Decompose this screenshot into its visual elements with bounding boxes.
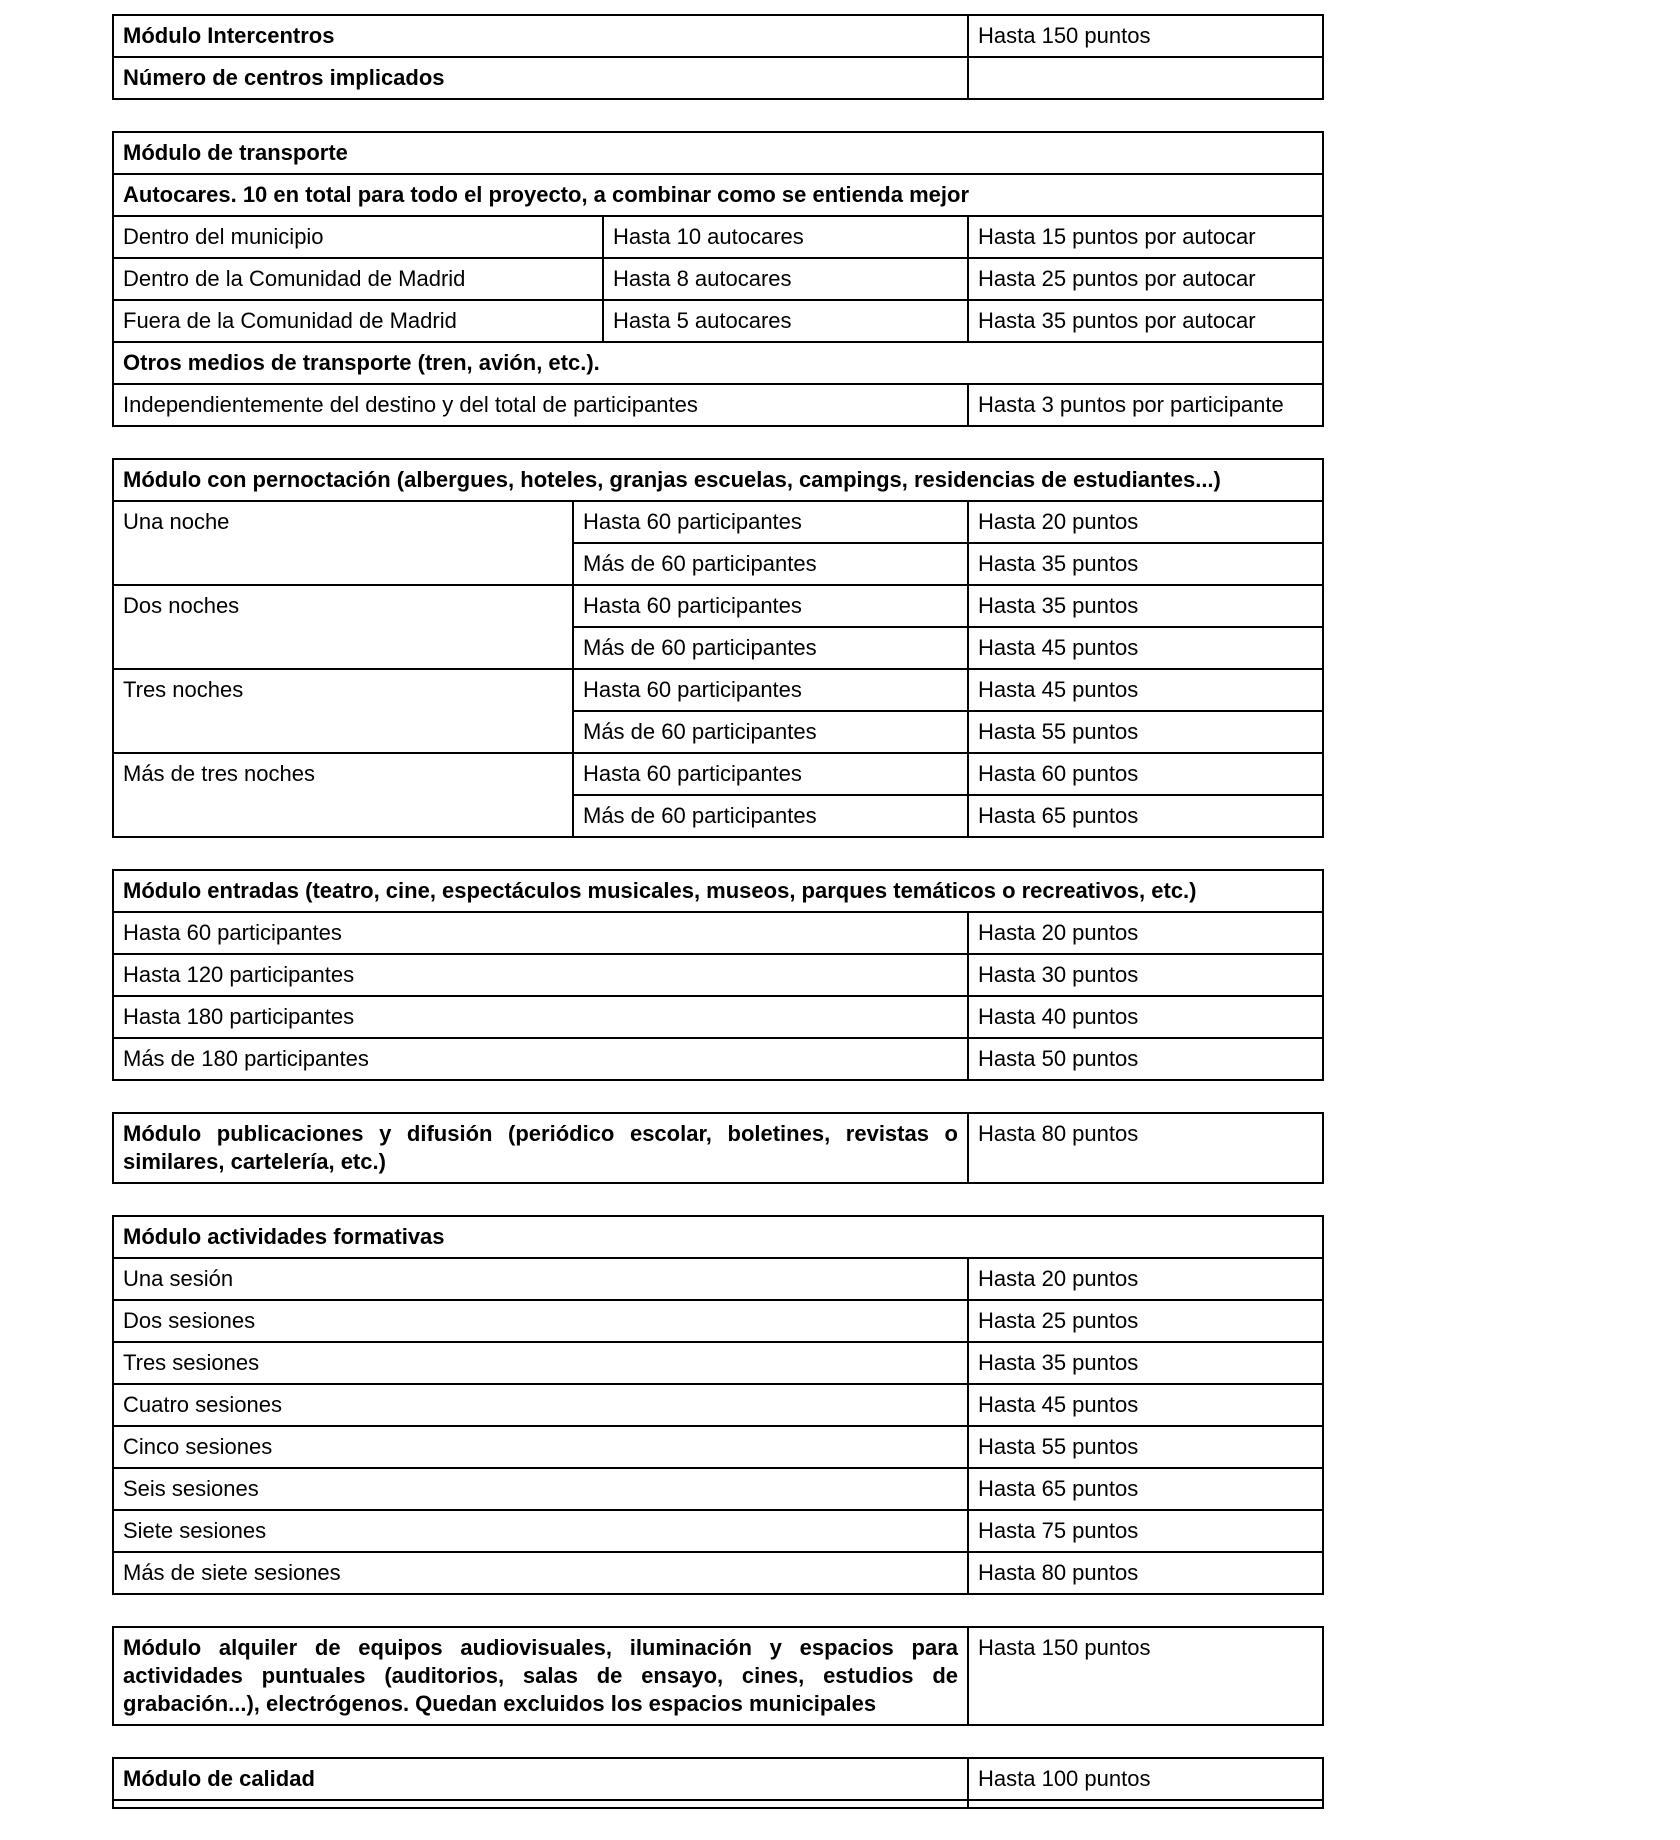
table-cell: Más de tres noches (113, 753, 573, 837)
table-row (113, 1342, 1323, 1384)
table-cell: Más de 60 participantes (573, 627, 968, 669)
table-modulo-intercentros (112, 14, 1324, 100)
table-cell: Dos sesiones (113, 1300, 968, 1342)
table-cell: Hasta 20 puntos (968, 501, 1323, 543)
table-row (113, 459, 1323, 501)
table-cell: Hasta 75 puntos (968, 1510, 1323, 1552)
table-cell: Hasta 8 autocares (603, 258, 968, 300)
table-cell: Hasta 45 puntos (968, 627, 1323, 669)
table-row (113, 501, 1323, 543)
table-cell: Hasta 35 puntos por autocar (968, 300, 1323, 342)
table-cell: Hasta 3 puntos por participante (968, 384, 1323, 426)
table-row (113, 174, 1323, 216)
table-modulo-pernoctacion (112, 458, 1324, 838)
table-cell: Hasta 25 puntos (968, 1300, 1323, 1342)
table-cell: Cinco sesiones (113, 1426, 968, 1468)
table-row (113, 1426, 1323, 1468)
table-row (113, 15, 1323, 57)
table-cell: Hasta 55 puntos (968, 1426, 1323, 1468)
table-cell: Una sesión (113, 1258, 968, 1300)
table-row (113, 996, 1323, 1038)
table-modulo-publicaciones (112, 1112, 1324, 1184)
table-cell: Tres sesiones (113, 1342, 968, 1384)
table-cell: Hasta 50 puntos (968, 1038, 1323, 1080)
table-cell: Hasta 80 puntos (968, 1552, 1323, 1594)
table-row (113, 384, 1323, 426)
table-cell: Cuatro sesiones (113, 1384, 968, 1426)
table-cell: Autocares. 10 en total para todo el proyecto, a combinar como se entienda mejor (113, 174, 1323, 216)
table-cell: Hasta 60 participantes (573, 585, 968, 627)
table-cell: Dentro de la Comunidad de Madrid (113, 258, 603, 300)
table-row (113, 1113, 1323, 1183)
table-cell: Hasta 60 participantes (573, 669, 968, 711)
table-cell: Módulo de calidad (113, 1758, 968, 1800)
table-cell: Hasta 45 puntos (968, 669, 1323, 711)
table-cell: Fuera de la Comunidad de Madrid (113, 300, 603, 342)
table-cell: Hasta 40 puntos (968, 996, 1323, 1038)
table-row (113, 954, 1323, 996)
table-row (113, 585, 1323, 627)
table-row (113, 669, 1323, 711)
table-cell: Hasta 150 puntos (968, 15, 1323, 57)
table-cell: Hasta 80 puntos (968, 1113, 1323, 1183)
table-cell (968, 1800, 1323, 1808)
table-cell: Hasta 25 puntos por autocar (968, 258, 1323, 300)
table-row (113, 132, 1323, 174)
table-cell: Módulo con pernoctación (albergues, hoteles, granjas escuelas, campings, residencias de estudiantes...) (113, 459, 1323, 501)
table-cell: Hasta 65 puntos (968, 795, 1323, 837)
table-row (113, 1038, 1323, 1080)
table-cell: Hasta 10 autocares (603, 216, 968, 258)
table-row (113, 1258, 1323, 1300)
table-cell: Más de siete sesiones (113, 1552, 968, 1594)
table-row (113, 1800, 1323, 1808)
table-row (113, 216, 1323, 258)
table-cell: Número de centros implicados (113, 57, 968, 99)
table-cell: Hasta 180 participantes (113, 996, 968, 1038)
table-cell: Hasta 20 puntos (968, 912, 1323, 954)
table-cell: Hasta 15 puntos por autocar (968, 216, 1323, 258)
table-cell: Hasta 35 puntos (968, 543, 1323, 585)
table-cell: Hasta 60 participantes (573, 501, 968, 543)
table-cell: Hasta 60 participantes (113, 912, 968, 954)
table-row (113, 1627, 1323, 1725)
table-cell: Hasta 45 puntos (968, 1384, 1323, 1426)
table-modulo-calidad (112, 1757, 1324, 1809)
table-cell: Hasta 35 puntos (968, 585, 1323, 627)
table-cell: Dentro del municipio (113, 216, 603, 258)
table-cell: Módulo publicaciones y difusión (periódico escolar, boletines, revistas o similares, cartelería, etc.) (113, 1113, 968, 1183)
table-cell: Más de 60 participantes (573, 711, 968, 753)
table-row (113, 258, 1323, 300)
table-cell: Otros medios de transporte (tren, avión, etc.). (113, 342, 1323, 384)
table-row (113, 300, 1323, 342)
table-cell: Tres noches (113, 669, 573, 753)
table-row (113, 1552, 1323, 1594)
table-cell: Hasta 60 puntos (968, 753, 1323, 795)
table-cell: Módulo de transporte (113, 132, 1323, 174)
table-cell: Hasta 5 autocares (603, 300, 968, 342)
table-cell (113, 1800, 968, 1808)
table-row (113, 912, 1323, 954)
table-row (113, 1300, 1323, 1342)
table-cell (968, 57, 1323, 99)
table-row (113, 1468, 1323, 1510)
table-cell: Una noche (113, 501, 573, 585)
table-cell: Hasta 150 puntos (968, 1627, 1323, 1725)
table-cell: Más de 180 participantes (113, 1038, 968, 1080)
table-cell: Hasta 35 puntos (968, 1342, 1323, 1384)
table-cell: Hasta 120 participantes (113, 954, 968, 996)
table-cell: Siete sesiones (113, 1510, 968, 1552)
table-row (113, 1216, 1323, 1258)
table-cell: Independientemente del destino y del total de participantes (113, 384, 968, 426)
table-cell: Hasta 60 participantes (573, 753, 968, 795)
table-row (113, 342, 1323, 384)
table-row (113, 1758, 1323, 1800)
table-cell: Módulo alquiler de equipos audiovisuales, iluminación y espacios para actividades puntuales (auditorios, salas de ensayo, cines, estudios de grabación...), electrógenos. Quedan excluidos los espacios municipales (113, 1627, 968, 1725)
table-modulo-transporte (112, 131, 1324, 427)
document-page (112, 14, 1322, 1809)
table-cell: Módulo entradas (teatro, cine, espectáculos musicales, museos, parques temáticos o recreativos, etc.) (113, 870, 1323, 912)
table-cell: Módulo Intercentros (113, 15, 968, 57)
table-row (113, 1510, 1323, 1552)
table-cell: Hasta 20 puntos (968, 1258, 1323, 1300)
table-cell: Más de 60 participantes (573, 795, 968, 837)
table-row (113, 57, 1323, 99)
table-row (113, 1384, 1323, 1426)
table-cell: Más de 60 participantes (573, 543, 968, 585)
table-modulo-entradas (112, 869, 1324, 1081)
table-row (113, 753, 1323, 795)
table-cell: Módulo actividades formativas (113, 1216, 1323, 1258)
table-cell: Hasta 65 puntos (968, 1468, 1323, 1510)
table-modulo-alquiler (112, 1626, 1324, 1726)
table-cell: Hasta 100 puntos (968, 1758, 1323, 1800)
table-cell: Dos noches (113, 585, 573, 669)
table-row (113, 870, 1323, 912)
table-cell: Seis sesiones (113, 1468, 968, 1510)
table-modulo-actividades-formativas (112, 1215, 1324, 1595)
table-cell: Hasta 30 puntos (968, 954, 1323, 996)
table-cell: Hasta 55 puntos (968, 711, 1323, 753)
